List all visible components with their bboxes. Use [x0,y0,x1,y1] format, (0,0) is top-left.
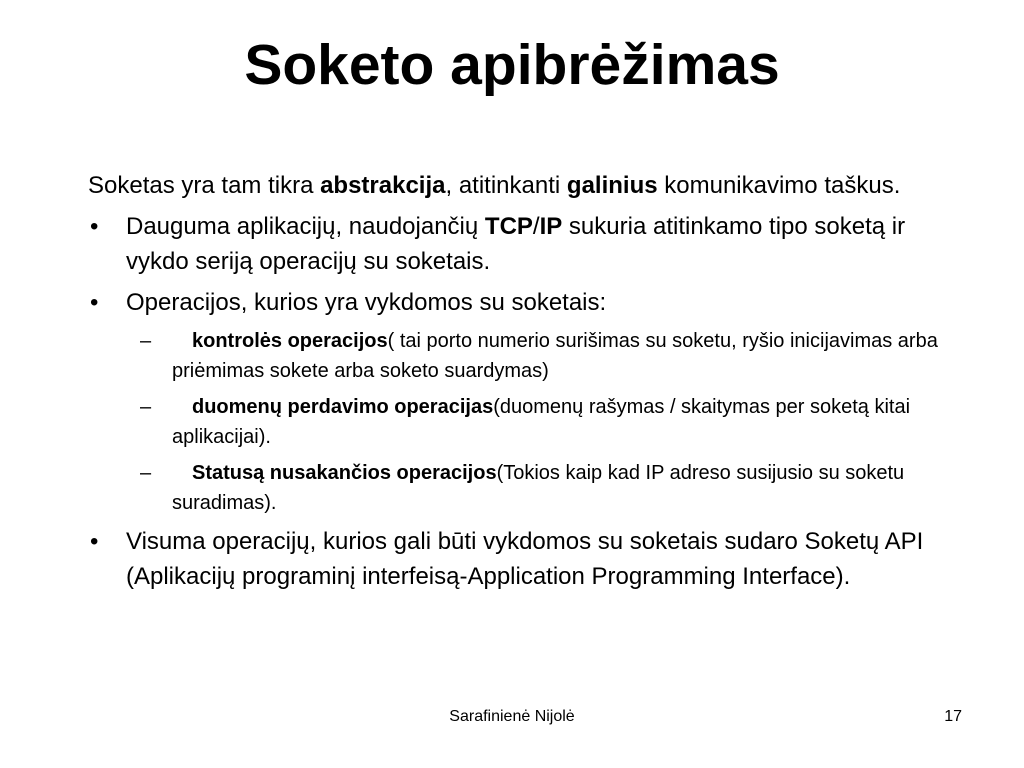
intro-bold-1: abstrakcija [320,172,446,199]
bullet-text: Dauguma aplikacijų, naudojančių [126,213,485,240]
bullet-item-operations [88,285,968,320]
sub-item-bold: duomenų perdavimo operacijas [192,396,494,418]
sub-item-data-transfer [88,392,968,452]
slide-title: Soketo apibrėžimas [244,33,780,97]
bullet-item-api [88,524,968,594]
sub-item-text: (Tokios kaip kad IP adreso susijusio su soketu suradimas). [172,462,905,514]
footer-author: Sarafinienė Nijolė [449,708,575,725]
bullet-marker: • [90,289,99,316]
bullet-text-rest: sukuria atitinkamo tipo soketą ir vykdo seriją operacijų su soketais. [126,213,906,275]
intro-text-2: , atitinkanti [445,172,567,199]
sub-item-text: (duomenų rašymas / skaitymas per soketą kitai aplikacijai). [172,396,911,448]
slide-content [88,168,968,600]
intro-text [88,168,968,203]
sub-item-status [88,458,968,518]
bullet-marker: • [90,213,99,240]
sub-item-bold: Statusą nusakančios operacijos [192,462,497,484]
intro-text-3: komunikavimo [657,172,825,199]
intro-text-4: taškus. [824,172,901,199]
bullet-text: Operacijos, kurios yra vykdomos su soketais: [126,289,607,316]
intro-bold-2: galinius [566,172,658,199]
dash-marker: – [140,396,152,418]
bullet-bold-tcp: TCP [484,213,533,240]
bullet-text-slash: / [532,213,540,240]
page-number: 17 [944,708,962,725]
sub-item-text: ( tai porto numerio surišimas su soketu, ryšio inicijavimas arba priėmimas sokete arba soketo suardymas) [172,330,938,382]
bullet-bold-ip: IP [539,213,563,240]
dash-marker: – [140,330,152,352]
bullet-text: Visuma operacijų, kurios gali būti vykdomos su soketais sudaro Soketų API (Aplikacijų programinį interfeisą-Application Programming Interface). [126,528,924,590]
sub-item-control [88,326,968,386]
intro-paragraph [88,168,968,203]
bullet-item-tcp [88,209,968,279]
sub-item-bold: kontrolės operacijos [192,330,388,352]
dash-marker: – [140,462,152,484]
intro-text-1: Soketas yra tam tikra [88,172,321,199]
bullet-marker: • [90,528,99,555]
